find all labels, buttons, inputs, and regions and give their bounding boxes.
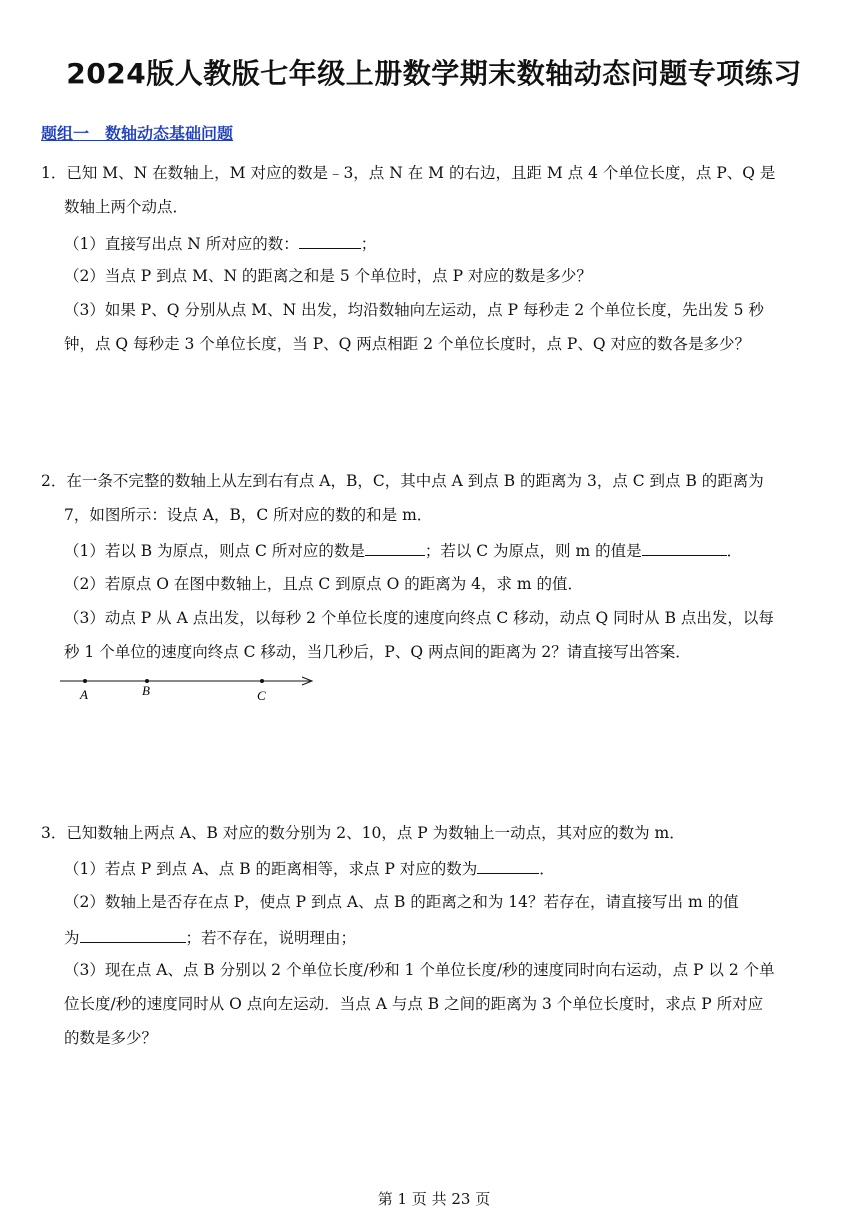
q3-part3-line3: 的数是多少？ [64,1029,158,1047]
q3-part1-text: （1）若点 P 到点 A、点 B 的距离相等，求点 P 对应的数为 [64,860,478,878]
q1-part1-text: （1）直接写出点 N 所对应的数： [64,235,299,253]
q1-part1 [64,232,376,254]
q2-stem-line1: 2．在一条不完整的数轴上从左到右有点 A，B，C，其中点 A 到点 B 的距离为 3，点 C 到点 B 的距离为 [41,472,764,490]
q3-part1 [64,857,555,879]
number-line-figure [60,672,320,708]
q3-part2-line1: （2）数轴上是否存在点 P，使点 P 到点 A、点 B 的距离之和为 14？若存在，请直接写出 m 的值 [64,893,739,911]
q3-stem: 3．已知数轴上两点 A、B 对应的数分别为 2、10，点 P 为数轴上一动点，其对应的数为 m． [41,824,685,842]
answer-blank [642,539,727,556]
q2-part1-mid: ；若以 C 为原点，则 m 的值是 [424,542,642,560]
q2-part1-text: （1）若以 B 为原点，则点 C 所对应的数是 [64,542,365,560]
q3-part2-text: 为 [64,929,80,947]
answer-blank [477,857,539,874]
q1-part3-line2: 钟，点 Q 每秒走 3 个单位长度，当 P、Q 两点相距 2 个单位长度时，点 P、Q 对应的数各是多少？ [64,335,750,353]
point-b-label: B [142,683,150,698]
point-c-label: C [257,688,266,703]
q1-part3-line1: （3）如果 P、Q 分别从点 M、N 出发，均沿数轴向左运动，点 P 每秒走 2 个单位长度，先出发 5 秒 [64,301,764,319]
page-footer: 第 1 页 共 23 页 [377,1190,491,1208]
answer-blank [80,926,186,943]
point-c-dot [260,679,264,683]
q1-part1-end: ； [360,235,377,253]
q3-part1-end: ． [539,860,555,878]
q3-part3-line2: 位长度/秒的速度同时从 O 点向左运动．当点 A 与点 B 之间的距离为 3 个单位长度时，求点 P 所对应 [64,995,764,1013]
page-title: 2024版人教版七年级上册数学期末数轴动态问题专项练习 [66,57,802,90]
point-a-dot [83,679,87,683]
q2-part1-end: ． [726,542,743,560]
q1-part2: （2）当点 P 到点 M、N 的距离之和是 5 个单位时，点 P 对应的数是多少？ [64,267,592,285]
q2-part2: （2）若原点 O 在图中数轴上，且点 C 到原点 O 的距离为 4，求 m 的值． [64,575,584,593]
q1-stem-line2: 数轴上两个动点． [64,198,189,216]
answer-blank [365,539,425,556]
q2-part1 [64,539,742,561]
q3-part2-line2 [64,926,356,948]
point-a-label: A [80,687,88,702]
q2-part3-line2: 秒 1 个单位的速度向终点 C 移动，当几秒后，P、Q 两点间的距离为 2？请直接写出答案． [64,643,691,661]
q3-part3-line1: （3）现在点 A、点 B 分别以 2 个单位长度/秒和 1 个单位长度/秒的速度同时向右运动，点 P 以 2 个单 [64,961,775,979]
answer-blank [299,232,361,249]
section-heading[interactable]: 题组一 数轴动态基础问题 [41,124,234,143]
q2-stem-line2: 7，如图所示：设点 A，B，C 所对应的数的和是 m． [64,506,433,524]
q1-stem-line1: 1．已知 M、N 在数轴上，M 对应的数是﹣3，点 N 在 M 的右边，且距 M 点 4 个单位长度，点 P、Q 是 [41,164,776,182]
q3-part2-end: ；若不存在，说明理由； [185,929,357,947]
q2-part3-line1: （3）动点 P 从 A 点出发，以每秒 2 个单位长度的速度向终点 C 移动，动点 Q 同时从 B 点出发，以每 [64,609,774,627]
